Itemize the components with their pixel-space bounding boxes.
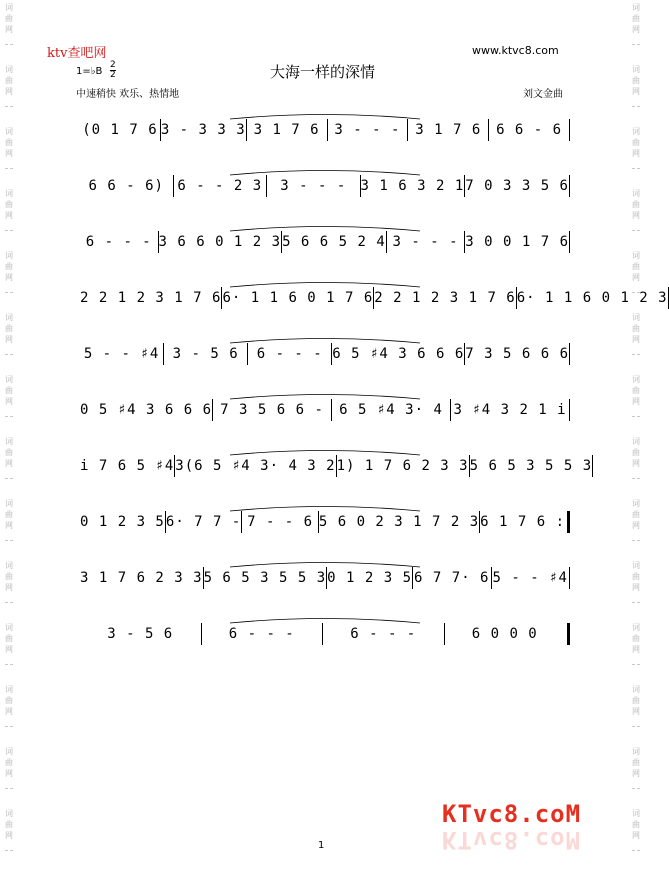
watermark-divider	[5, 292, 13, 293]
watermark-char: 网	[632, 397, 640, 406]
watermark-char: 网	[632, 707, 640, 716]
watermark-char: 词	[5, 313, 13, 322]
watermark-group	[629, 498, 643, 531]
watermark-group	[629, 2, 643, 35]
right-margin-watermark	[629, 0, 643, 891]
watermark-char: 词	[5, 189, 13, 198]
measure: 3 0 0 1 7 6	[465, 234, 570, 250]
watermark-char: 网	[632, 273, 640, 282]
watermark-char: 网	[632, 335, 640, 344]
measure: 6· 1 1 6 0 1 7 6	[222, 290, 374, 306]
watermark-divider	[5, 168, 13, 169]
score-row	[80, 510, 570, 534]
measure: 5 - - ♯4	[83, 346, 160, 362]
measure: 3 - 3 3 3	[160, 122, 246, 138]
barline	[668, 287, 669, 309]
measure: 5 - - ♯4	[492, 570, 568, 586]
measure: 7 3 5 6 6 -	[220, 402, 324, 418]
watermark-group	[2, 312, 16, 345]
watermark-char: 曲	[632, 696, 640, 705]
watermark-divider	[632, 230, 640, 231]
composer-credit: 刘文金曲	[523, 89, 563, 100]
watermark-char: 曲	[632, 138, 640, 147]
watermark-group	[629, 436, 643, 469]
barline	[567, 511, 570, 533]
watermark-char: 词	[5, 685, 13, 694]
watermark-char: 曲	[5, 572, 13, 581]
watermark-divider	[632, 478, 640, 479]
score-row	[80, 622, 570, 646]
measure: (0 1 7 6	[82, 122, 158, 138]
watermark-group	[2, 684, 16, 717]
watermark-char: 网	[632, 149, 640, 158]
score-row	[80, 566, 570, 590]
meter-bottom: 2	[110, 70, 116, 80]
watermark-group	[629, 808, 643, 841]
watermark-divider	[5, 416, 13, 417]
watermark-char: 词	[632, 685, 640, 694]
measure: 5 6 5 3 5 5 3	[203, 570, 327, 586]
measure: 7 - - 6	[247, 514, 314, 530]
watermark-char: 网	[632, 645, 640, 654]
watermark-group	[2, 2, 16, 35]
watermark-divider	[5, 540, 13, 541]
watermark-divider	[632, 106, 640, 107]
watermark-char: 曲	[5, 324, 13, 333]
watermark-divider	[5, 44, 13, 45]
watermark-char: 网	[5, 273, 13, 282]
left-margin-watermark	[2, 0, 16, 891]
watermark-group	[2, 126, 16, 159]
watermark-char: 曲	[632, 386, 640, 395]
measure: 3(6 5 ♯4 3· 4 3 2	[175, 458, 336, 474]
measure: 0 1 2 3 5	[327, 570, 413, 586]
watermark-char: 曲	[5, 14, 13, 23]
watermark-char: 网	[5, 87, 13, 96]
watermark-group	[629, 746, 643, 779]
watermark-char: 曲	[632, 758, 640, 767]
measure: 3 - - -	[334, 122, 401, 138]
watermark-char: 网	[632, 211, 640, 220]
watermark-char: 网	[632, 521, 640, 530]
watermark-char: 词	[5, 251, 13, 260]
watermark-divider	[632, 540, 640, 541]
watermark-divider	[5, 726, 13, 727]
watermark-group	[629, 684, 643, 717]
watermark-group	[629, 126, 643, 159]
watermark-char: 网	[5, 149, 13, 158]
watermark-char: 词	[5, 561, 13, 570]
watermark-char: 网	[5, 583, 13, 592]
watermark-char: 词	[632, 127, 640, 136]
watermark-char: 曲	[5, 758, 13, 767]
barline	[592, 455, 593, 477]
watermark-char: 曲	[5, 138, 13, 147]
watermark-char: 网	[5, 459, 13, 468]
watermark-char: 网	[5, 769, 13, 778]
watermark-divider	[5, 850, 13, 851]
watermark-divider	[632, 44, 640, 45]
watermark-char: 曲	[5, 634, 13, 643]
measure: 3 ♯4 3 2 1 i	[453, 402, 567, 418]
watermark-group	[2, 560, 16, 593]
barline	[569, 119, 570, 141]
watermark-char: 曲	[632, 634, 640, 643]
watermark-char: 词	[632, 3, 640, 12]
key-signature: 1=♭B	[76, 66, 103, 77]
watermark-char: 词	[632, 189, 640, 198]
watermark-group	[629, 560, 643, 593]
watermark-char: 词	[5, 437, 13, 446]
watermark-char: 曲	[632, 510, 640, 519]
watermark-char: 网	[632, 459, 640, 468]
watermark-char: 网	[5, 397, 13, 406]
watermark-divider	[632, 354, 640, 355]
measure: 7 0 3 3 5 6	[465, 178, 569, 194]
watermark-group	[629, 374, 643, 407]
measure: 6 0 0 0	[471, 626, 538, 642]
measure: 6· 7 7 -	[165, 514, 242, 530]
watermark-divider	[5, 602, 13, 603]
watermark-char: 曲	[5, 448, 13, 457]
watermark-char: 词	[632, 251, 640, 260]
watermark-char: 曲	[5, 696, 13, 705]
song-title: 大海一样的深情	[269, 63, 375, 81]
watermark-char: 网	[632, 831, 640, 840]
watermark-divider	[632, 602, 640, 603]
measure: 3 - - -	[392, 234, 459, 250]
watermark-divider	[632, 416, 640, 417]
measure: 6 - - -	[350, 626, 417, 642]
measure: 6 - - -	[256, 346, 323, 362]
measure: 1) 1 7 6 2 3 3	[336, 458, 469, 474]
watermark-char: 词	[632, 561, 640, 570]
score-row	[80, 174, 570, 198]
watermark-char: 曲	[632, 324, 640, 333]
watermark-char: 网	[5, 521, 13, 530]
watermark-char: 曲	[5, 510, 13, 519]
measure: 3 1 6 3 2 1	[360, 178, 465, 194]
measure: 6 5 ♯4 3 6 6 6	[332, 346, 465, 362]
watermark-char: 词	[632, 437, 640, 446]
watermark-char: 网	[5, 707, 13, 716]
site-url: www.ktvc8.com	[472, 44, 559, 57]
watermark-char: 词	[5, 623, 13, 632]
watermark-char: 词	[632, 623, 640, 632]
measure: 6· 1 1 6 0 1 2 3	[516, 290, 668, 306]
measure: 3 - - -	[280, 178, 347, 194]
tempo-marking: 中速稍快 欢乐、热情地	[76, 89, 180, 100]
measure: 3 - 5 6	[172, 346, 239, 362]
watermark-divider	[5, 230, 13, 231]
watermark-char: 曲	[632, 14, 640, 23]
watermark-divider	[632, 664, 640, 665]
watermark-char: 网	[632, 769, 640, 778]
measure: 3 6 6 0 1 2 3	[158, 234, 282, 250]
watermark-group	[2, 622, 16, 655]
watermark-char: 网	[632, 25, 640, 34]
watermark-char: 曲	[632, 200, 640, 209]
watermark-char: 曲	[632, 448, 640, 457]
measure: 6 6 - 6)	[88, 178, 164, 194]
watermark-char: 曲	[5, 386, 13, 395]
watermark-char: 曲	[5, 76, 13, 85]
watermark-group	[2, 436, 16, 469]
barline	[569, 175, 570, 197]
logo-reflection: KTvc8.coM	[442, 826, 582, 854]
watermark-char: 词	[5, 65, 13, 74]
watermark-char: 曲	[632, 572, 640, 581]
watermark-divider	[632, 788, 640, 789]
measure: 3 - 5 6	[107, 626, 174, 642]
measure: 6 5 ♯4 3· 4	[339, 402, 443, 418]
watermark-char: 词	[5, 3, 13, 12]
score-row	[80, 230, 570, 254]
watermark-char: 网	[5, 645, 13, 654]
watermark-char: 网	[5, 211, 13, 220]
score-row	[80, 118, 570, 142]
measure: 5 6 6 5 2 4	[282, 234, 386, 250]
watermark-char: 网	[5, 831, 13, 840]
watermark-divider	[5, 354, 13, 355]
measure: 6 7 7· 6	[414, 570, 490, 586]
measure: 3 1 7 6	[415, 122, 482, 138]
measure: 3 1 7 6	[253, 122, 320, 138]
watermark-char: 网	[632, 583, 640, 592]
page-number: 1	[318, 840, 325, 851]
watermark-group	[2, 250, 16, 283]
watermark-char: 词	[632, 747, 640, 756]
score-row	[80, 454, 593, 478]
watermark-group	[2, 374, 16, 407]
barline	[569, 343, 570, 365]
barline	[569, 231, 570, 253]
measure: 6 - - 2 3	[177, 178, 263, 194]
watermark-char: 词	[632, 375, 640, 384]
watermark-char: 网	[5, 25, 13, 34]
watermark-group	[2, 498, 16, 531]
watermark-char: 词	[5, 127, 13, 136]
watermark-group	[629, 312, 643, 345]
meter-top: 2	[110, 60, 116, 70]
watermark-divider	[5, 106, 13, 107]
watermark-char: 词	[632, 313, 640, 322]
measure: 6 6 - 6	[496, 122, 563, 138]
watermark-divider	[632, 168, 640, 169]
measure: 6 1 7 6 :	[480, 514, 566, 530]
watermark-group	[2, 746, 16, 779]
measure: 2 2 1 2 3 1 7 6	[80, 290, 222, 306]
watermark-char: 曲	[632, 820, 640, 829]
watermark-char: 曲	[5, 820, 13, 829]
score-row	[80, 286, 668, 310]
measure: 5 6 0 2 3 1 7 2 3	[318, 514, 480, 530]
ktvc8-logo: KTvc8.coM	[442, 800, 582, 828]
watermark-divider	[632, 850, 640, 851]
measure: 5 6 5 3 5 5 3	[469, 458, 593, 474]
measure: 0 5 ♯4 3 6 6 6	[80, 402, 213, 418]
brand-text: ktv查吧网	[47, 46, 107, 61]
watermark-char: 曲	[5, 262, 13, 271]
watermark-divider	[5, 788, 13, 789]
barline	[569, 399, 570, 421]
watermark-char: 曲	[632, 262, 640, 271]
watermark-char: 词	[632, 499, 640, 508]
measure: 3 1 7 6 2 3 3	[80, 570, 203, 586]
watermark-char: 词	[632, 65, 640, 74]
watermark-char: 网	[5, 335, 13, 344]
watermark-group	[629, 250, 643, 283]
watermark-divider	[5, 664, 13, 665]
watermark-char: 词	[5, 747, 13, 756]
barline	[569, 567, 570, 589]
measure: 6 - - -	[228, 626, 295, 642]
measure: i 7 6 5 ♯4	[80, 458, 175, 474]
watermark-divider	[5, 478, 13, 479]
watermark-char: 词	[5, 809, 13, 818]
score-row	[80, 398, 570, 422]
watermark-char: 词	[632, 809, 640, 818]
measure: 0 1 2 3 5	[80, 514, 165, 530]
watermark-char: 网	[632, 87, 640, 96]
measure: 6 - - -	[85, 234, 152, 250]
barline	[567, 623, 570, 645]
watermark-char: 词	[5, 499, 13, 508]
measure: 7 3 5 6 6 6	[465, 346, 570, 362]
watermark-group	[2, 188, 16, 221]
watermark-group	[629, 188, 643, 221]
measure: 2 2 1 2 3 1 7 6	[374, 290, 516, 306]
score-row	[80, 342, 570, 366]
watermark-char: 曲	[5, 200, 13, 209]
watermark-char: 曲	[632, 76, 640, 85]
watermark-char: 词	[5, 375, 13, 384]
watermark-divider	[632, 726, 640, 727]
watermark-group	[2, 808, 16, 841]
watermark-group	[629, 622, 643, 655]
